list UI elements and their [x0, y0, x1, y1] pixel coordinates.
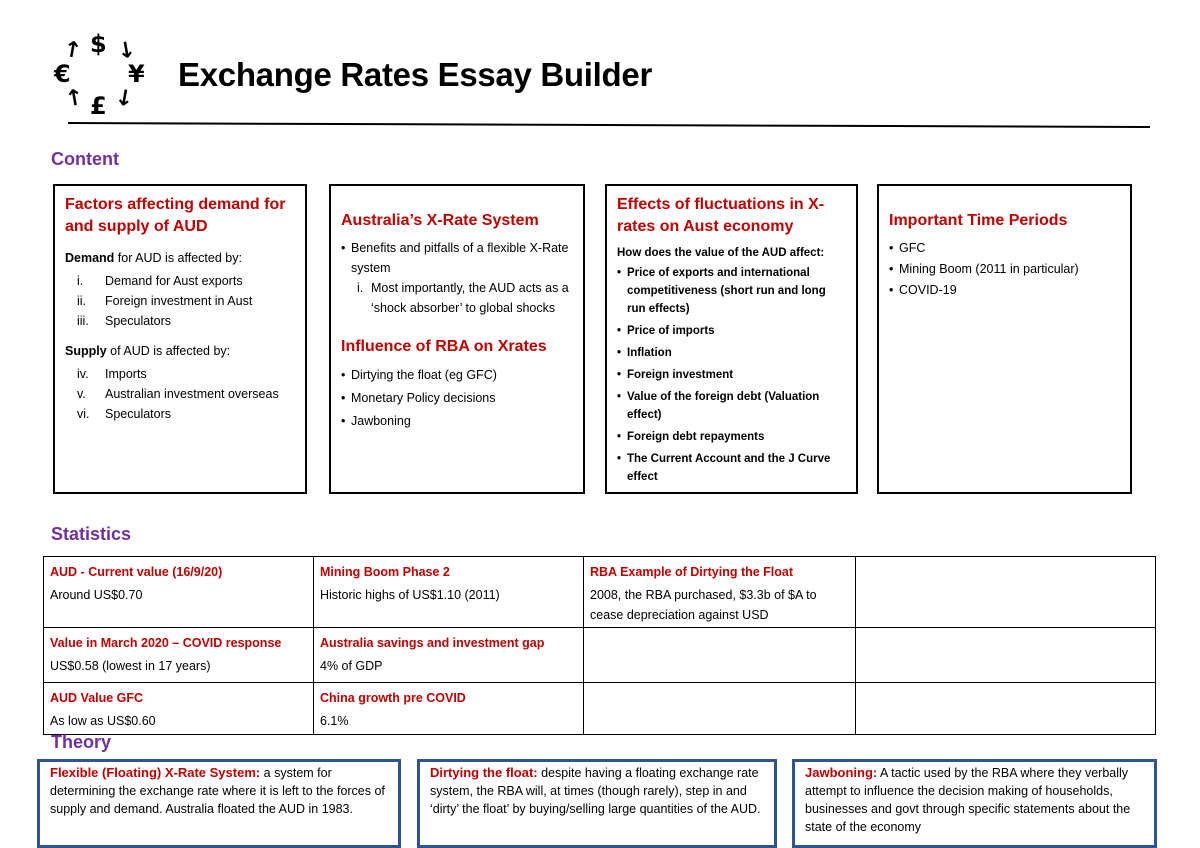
content-heading: Content [51, 149, 119, 169]
table-cell: RBA Example of Dirtying the Float 2008, the RBA purchased, $3.3b of $A to cease depreciation against USD [584, 557, 856, 628]
supply-list [65, 364, 295, 424]
table-cell [856, 628, 1156, 683]
table-cell: Mining Boom Phase 2 Historic highs of US$1.10 (2011) [314, 557, 584, 628]
list-item: • Inflation [617, 344, 846, 362]
arrow-icon: ↙ [110, 82, 140, 115]
demand-list [65, 271, 295, 331]
table-cell: AUD Value GFC As low as US$0.60 [44, 683, 314, 735]
effects-question: How does the value of the AUD affect: [617, 247, 825, 259]
xrate-system-box [329, 184, 585, 494]
list-item: • Price of exports and international competitiveness (short run and long run effects) [617, 264, 846, 318]
list-item: iii. Speculators [77, 314, 172, 328]
list-item: iv. Imports [77, 367, 147, 381]
demand-intro: Demand for AUD is affected by: [65, 251, 242, 265]
list-item: • Jawboning [341, 410, 573, 433]
list-item: ii. Foreign investment in Aust [77, 294, 253, 308]
table-row [44, 557, 1156, 628]
list-item: • Benefits and pitfalls of a flexible X-Rate system [341, 238, 573, 278]
list-item: • Price of imports [617, 322, 846, 340]
list-item: • Foreign debt repayments [617, 428, 846, 446]
time-periods-list [889, 238, 1120, 301]
list-item: • Dirtying the float (eg GFC) [341, 364, 573, 387]
statistics-heading: Statistics [51, 524, 132, 544]
list-item: • Foreign investment [617, 366, 846, 384]
effects-box [605, 184, 858, 494]
arrow-icon: ↖ [58, 82, 88, 115]
list-item: • Value of the foreign debt (Valuation effect) [617, 388, 846, 424]
theory-card [792, 759, 1157, 848]
theory-term: Flexible (Floating) X-Rate System: [50, 765, 261, 780]
theory-term: Jawboning: [805, 765, 878, 780]
list-item: i. Demand for Aust exports [77, 274, 243, 288]
theory-card [37, 759, 401, 848]
arrow-icon: ↗ [58, 34, 88, 67]
list-item: vi. Speculators [77, 407, 172, 421]
pound-icon: £ [90, 92, 107, 120]
list-item: • The Current Account and the J Curve effect [617, 450, 846, 486]
table-row [44, 683, 1156, 735]
list-item: v. Australian investment overseas [77, 387, 279, 401]
table-row [44, 628, 1156, 683]
currency-logo [52, 30, 152, 125]
theory-heading: Theory [51, 732, 112, 752]
page-title: Exchange Rates Essay Builder [178, 56, 652, 93]
time-periods-title: Important Time Periods [889, 212, 1068, 229]
list-item: • COVID-19 [889, 280, 1120, 301]
arrow-icon: ↘ [110, 34, 140, 67]
rba-influence-title: Influence of RBA on Xrates [341, 338, 547, 355]
table-cell: Australia savings and investment gap 4% of GDP [314, 628, 584, 683]
yen-icon: ¥ [128, 60, 145, 88]
demand-supply-box [53, 184, 307, 494]
rba-list [341, 364, 573, 433]
effects-list [617, 264, 846, 486]
xrate-system-title: Australia’s X-Rate System [341, 212, 539, 229]
table-cell: Value in March 2020 – COVID response US$0.58 (lowest in 17 years) [44, 628, 314, 683]
theory-card [417, 759, 777, 848]
table-cell [584, 628, 856, 683]
theory-definition: despite having a floating exchange rate system, the RBA will, at times (though rarely), step in and ‘dirty’ the float’ by buying/selling large quantities of the AUD. [430, 766, 761, 816]
table-cell [584, 683, 856, 735]
theory-definition: a system for determining the exchange rate where it is left to the forces of supply and demand. Australia floated the AUD in 1983. [50, 766, 385, 816]
xrate-sublist [341, 278, 573, 318]
theory-term: Dirtying the float: [430, 765, 538, 780]
euro-icon: € [54, 60, 71, 88]
supply-intro: Supply of AUD is affected by: [65, 344, 231, 358]
effects-title: Effects of fluctuations in X-rates on Aust economy [617, 196, 825, 235]
table-cell: AUD - Current value (16/9/20) Around US$0.70 [44, 557, 314, 628]
time-periods-box [877, 184, 1132, 494]
demand-supply-title: Factors affecting demand for and supply of AUD [65, 196, 286, 235]
list-item: • Monetary Policy decisions [341, 387, 573, 410]
theory-definition: A tactic used by the RBA where they verbally attempt to influence the decision making of households, businesses and govt through specific statements about the state of the economy [805, 766, 1131, 834]
table-cell [856, 683, 1156, 735]
title-divider [68, 122, 1150, 128]
table-cell: China growth pre COVID 6.1% [314, 683, 584, 735]
statistics-table [43, 556, 1156, 735]
list-item: • GFC [889, 238, 1120, 259]
table-cell [856, 557, 1156, 628]
list-item: i. Most importantly, the AUD acts as a ‘shock absorber’ to global shocks [357, 281, 569, 315]
dollar-icon: $ [90, 30, 107, 58]
list-item: • Mining Boom (2011 in particular) [889, 259, 1120, 280]
xrate-bullets [341, 238, 573, 278]
